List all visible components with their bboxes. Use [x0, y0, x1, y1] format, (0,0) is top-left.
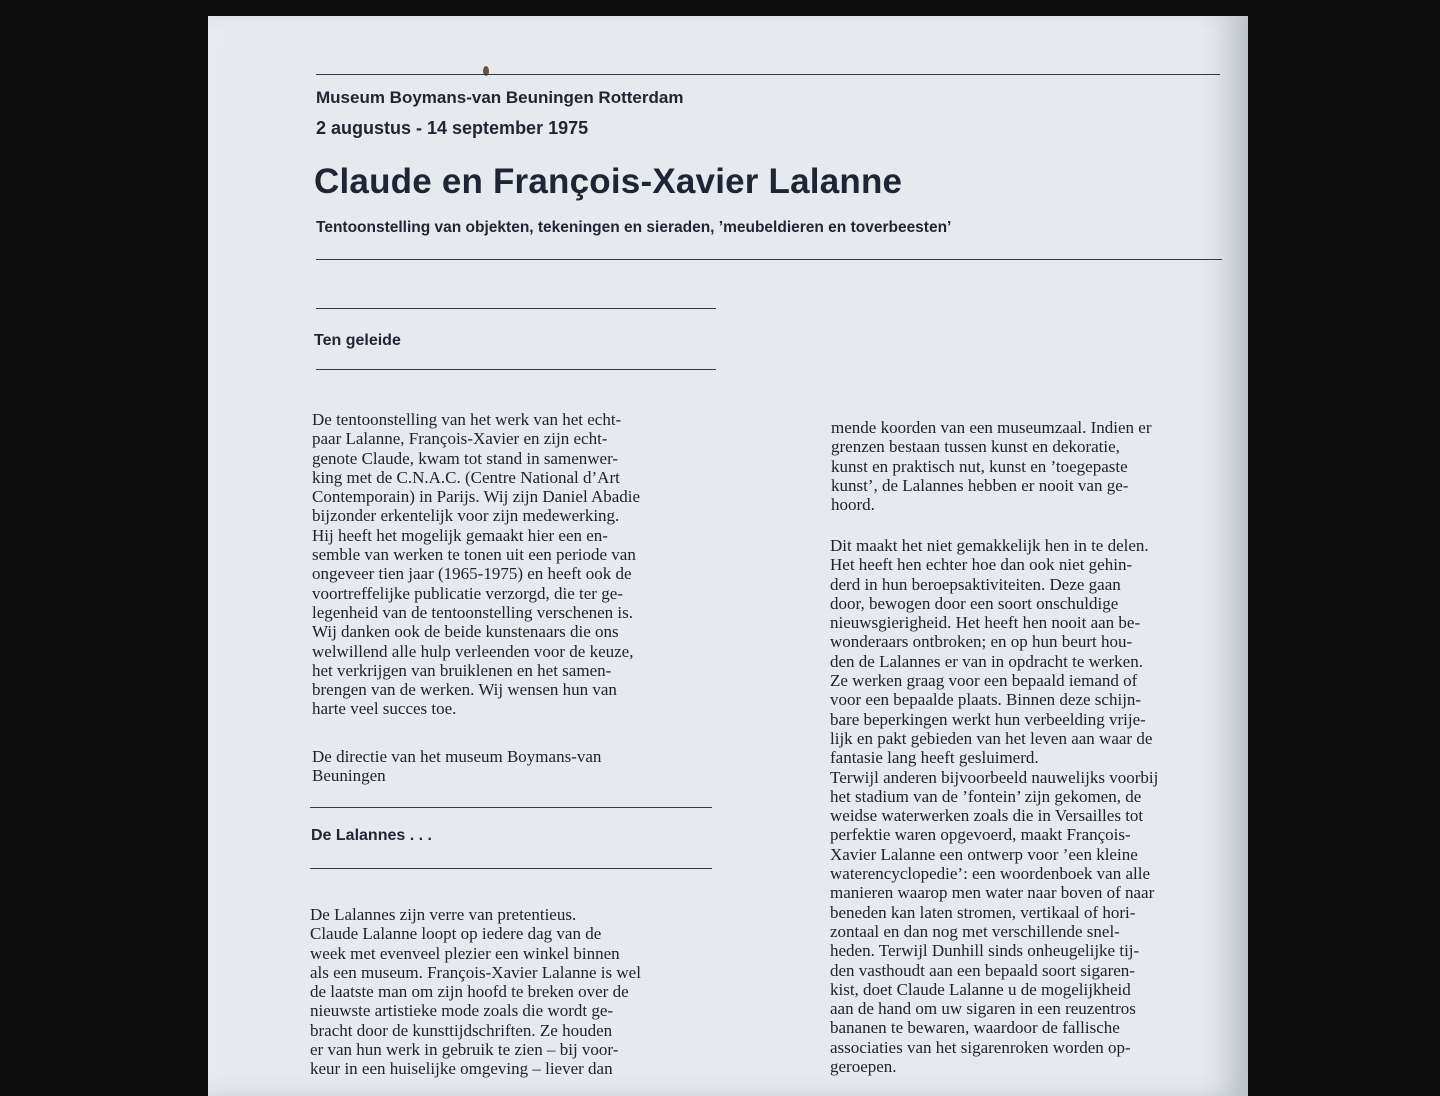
- section-rule: [316, 369, 716, 370]
- text-line: keur in een huiselijke omgeving – liever dan: [310, 1059, 613, 1079]
- page-subtitle: Tentoonstelling van objekten, tekeningen en sieraden, ’meubeldieren en toverbeesten’: [316, 219, 952, 236]
- text-line: kunst en praktisch nut, kunst en ’toegepaste: [831, 456, 1128, 476]
- text-line: den vasthoudt aan een bepaald soort sigaren-: [830, 960, 1135, 980]
- text-line: Ze werken graag voor een bepaald iemand of: [830, 671, 1138, 691]
- text-line: Het heeft hen echter hoe dan ook niet gehin-: [830, 555, 1133, 575]
- text-line: voortreffelijke publicatie verzorgd, die ter ge-: [312, 583, 623, 603]
- text-line: kunst’, de Lalannes hebben er nooit van ge-: [831, 475, 1129, 495]
- text-line: Hij heeft het mogelijk gemaakt hier een en-: [312, 525, 608, 545]
- text-line: weidse waterwerken zoals die in Versailles tot: [830, 806, 1144, 826]
- text-line: geroepen.: [830, 1057, 897, 1077]
- text-line: door, bewogen door een soort onschuldige: [830, 593, 1119, 613]
- text-line: lijk en pakt gebieden van het leven aan waar de: [830, 728, 1153, 748]
- text-line: legenheid van de tentoonstelling verschenen is.: [312, 602, 634, 622]
- text-line: king met de C.N.A.C. (Centre National d’Art: [312, 467, 620, 487]
- section-rule: [310, 868, 712, 869]
- text-line: het verkrijgen van bruiklenen en het samen-: [312, 660, 612, 680]
- exhibition-dates: 2 augustus - 14 september 1975: [316, 118, 589, 138]
- text-line: Dit maakt het niet gemakkelijk hen in te delen.: [830, 536, 1149, 555]
- text-line: perfektie waren opgevoerd, maakt François-: [830, 825, 1131, 845]
- text-line: waterencyclopedie’: een woordenboek van alle: [830, 864, 1151, 884]
- text-line: semble van werken te tonen uit een periode van: [312, 545, 636, 565]
- section-rule: [310, 807, 712, 808]
- text-line: heden. Terwijl Dunhill sinds onheugelijke tij-: [830, 941, 1140, 961]
- page-shadow: [1200, 16, 1248, 1096]
- text-line: den de Lalannes er van in opdracht te werken.: [830, 651, 1143, 671]
- text-line: beneden kan laten stromen, vertikaal of hori-: [830, 902, 1136, 922]
- text-line: Terwijl anderen bijvoorbeeld nauwelijks voorbij: [830, 767, 1159, 787]
- intro-paragraph: [312, 410, 640, 719]
- text-line: Wij danken ook de beide kunstenaars die ons: [312, 622, 619, 642]
- text-line: nieuwste artistieke mode zoals die wordt ge-: [310, 1001, 614, 1021]
- text-line: brengen van de werken. Wij wensen hun van: [312, 680, 617, 700]
- text-line: mende koorden van een museumzaal. Indien er: [831, 418, 1152, 437]
- text-line: bare beperkingen werkt hun verbeelding vrije-: [830, 709, 1146, 729]
- text-line: De directie van het museum Boymans-van: [312, 747, 602, 766]
- lalannes-paragraph: [310, 905, 641, 1079]
- text-line: kist, doet Claude Lalanne u de mogelijkheid: [830, 979, 1131, 999]
- text-line: De Lalannes zijn verre van pretentieus.: [310, 905, 577, 924]
- right-paragraph-2: [830, 536, 1158, 1076]
- text-line: voor een bepaalde plaats. Binnen deze schijn-: [830, 690, 1142, 710]
- text-line: genote Claude, kwam tot stand in samenwer-: [312, 448, 619, 468]
- text-line: Claude Lalanne loopt op iedere dag van de: [310, 924, 602, 944]
- text-line: het stadium van de ’fontein’ zijn gekomen, de: [830, 786, 1142, 806]
- text-line: hoord.: [831, 495, 875, 515]
- text-line: zontaal en dan nog met verschillende snel-: [830, 921, 1120, 941]
- text-line: Beuningen: [312, 766, 386, 786]
- text-line: er van hun werk in gebruik te zien – bij voor-: [310, 1040, 619, 1060]
- text-line: paar Lalanne, François-Xavier en zijn echt-: [312, 429, 608, 449]
- text-line: De tentoonstelling van het werk van het echt-: [312, 410, 622, 429]
- section-rule: [316, 308, 716, 309]
- page-title: Claude en François-Xavier Lalanne: [314, 162, 903, 201]
- header-bottom-rule: [316, 259, 1222, 260]
- signature-paragraph: [312, 747, 601, 786]
- text-line: Xavier Lalanne een ontwerp voor ’een kleine: [830, 844, 1138, 864]
- right-paragraph-1: [831, 418, 1152, 514]
- text-line: bijzonder erkentelijk voor zijn medewerking.: [312, 506, 620, 526]
- text-line: bananen te bewaren, waardoor de fallische: [830, 1018, 1120, 1038]
- text-line: de laatste man om zijn hoofd te breken over de: [310, 982, 629, 1002]
- text-line: ongeveer tien jaar (1965-1975) en heeft ook de: [312, 564, 632, 584]
- museum-name: Museum Boymans-van Beuningen Rotterdam: [316, 88, 684, 107]
- text-line: harte veel succes toe.: [312, 699, 457, 719]
- section-heading-de-lalannes: De Lalannes . . .: [311, 827, 432, 844]
- text-line: fantasie lang heeft gesluimerd.: [830, 748, 1039, 768]
- text-line: derd in hun beroepsaktiviteiten. Deze gaan: [830, 574, 1121, 594]
- text-line: week met evenveel plezier een winkel binnen: [310, 943, 620, 963]
- text-line: aan de hand om uw sigaren in een reuzentros: [830, 999, 1136, 1019]
- header-top-rule: [316, 74, 1220, 75]
- text-line: welwillend alle hulp verleenden voor de keuze,: [312, 641, 634, 661]
- section-heading-ten-geleide: Ten geleide: [314, 332, 401, 349]
- text-line: manieren waarop men water naar boven of naar: [830, 883, 1155, 903]
- text-line: wonderaars ontbroken; en op hun beurt hou-: [830, 632, 1133, 652]
- text-line: bracht door de kunsttijdschriften. Ze houden: [310, 1020, 613, 1040]
- text-line: Contemporain) in Parijs. Wij zijn Daniel Abadie: [312, 487, 641, 507]
- text-line: associaties van het sigarenroken worden op-: [830, 1037, 1131, 1057]
- text-line: nieuwsgierigheid. Het heeft hen nooit aan be-: [830, 613, 1141, 633]
- text-line: als een museum. François-Xavier Lalanne is wel: [310, 962, 641, 982]
- text-line: grenzen bestaan tussen kunst en dekoratie,: [831, 437, 1120, 457]
